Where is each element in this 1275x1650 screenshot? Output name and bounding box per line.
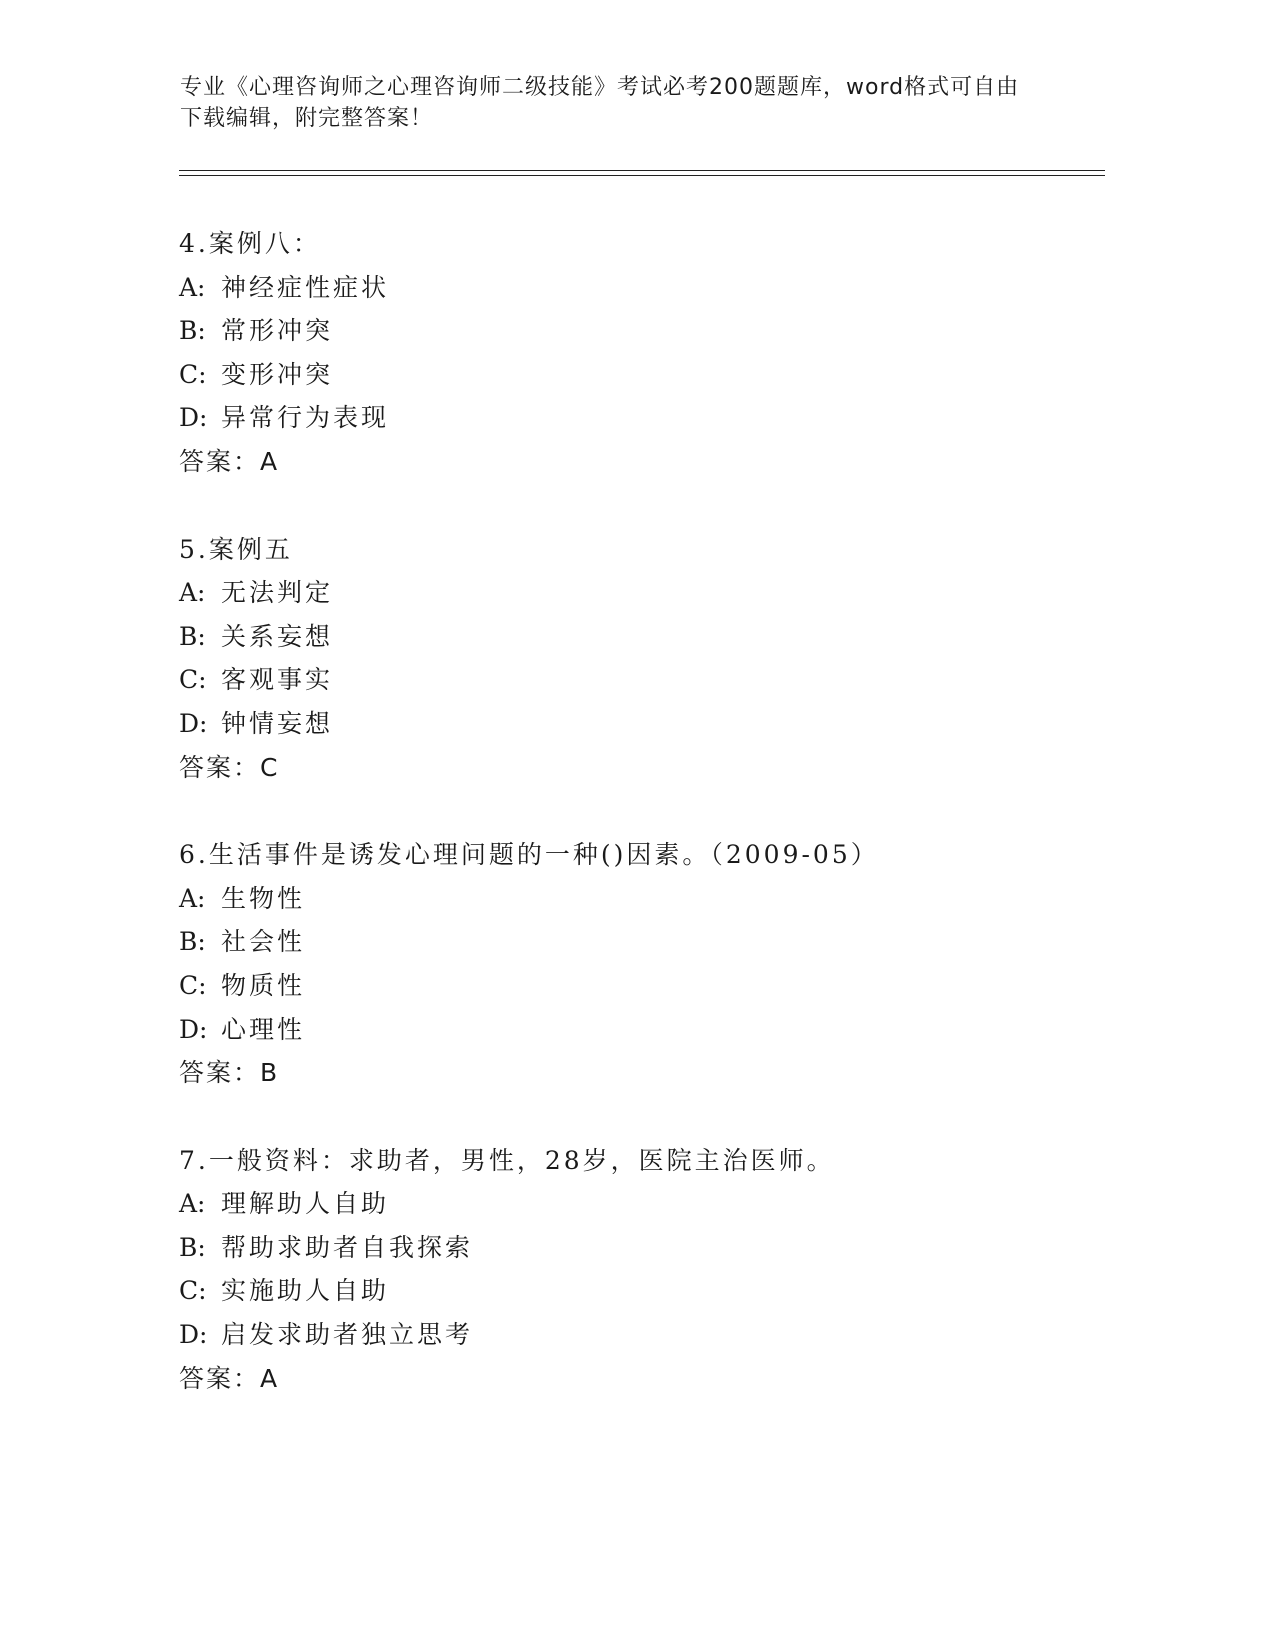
option-text: 钟情妄想 — [221, 708, 334, 738]
option-d — [179, 1313, 1099, 1357]
option-c — [179, 658, 1099, 702]
answer-line: 答案：B — [179, 1058, 280, 1088]
answer-line: 答案：A — [179, 446, 280, 476]
option-d — [179, 396, 1099, 440]
option-a — [179, 266, 1099, 310]
option-letter: D: — [179, 403, 208, 433]
option-a — [179, 877, 1099, 921]
question-7 — [179, 1139, 1099, 1401]
question-stem: 6.生活事件是诱发心理问题的一种()因素。（2009-05） — [179, 840, 879, 870]
option-letter: A: — [179, 1189, 206, 1219]
option-b — [179, 615, 1099, 659]
option-text: 关系妄想 — [221, 621, 334, 651]
document-header — [180, 72, 1040, 134]
option-d — [179, 1008, 1099, 1052]
option-text: 社会性 — [221, 927, 306, 957]
option-text: 异常行为表现 — [221, 403, 390, 433]
question-4 — [179, 222, 1099, 484]
option-c — [179, 964, 1099, 1008]
option-letter: B: — [179, 621, 206, 651]
option-letter: B: — [179, 316, 206, 346]
option-text: 生物性 — [221, 883, 306, 913]
option-text: 物质性 — [221, 970, 306, 1000]
question-6 — [179, 833, 1099, 1095]
question-5 — [179, 528, 1099, 790]
option-text: 变形冲突 — [221, 359, 334, 389]
answer-line: 答案：C — [179, 752, 280, 782]
option-letter: D: — [179, 1014, 208, 1044]
header-text: 专业《心理咨询师之心理咨询师二级技能》考试必考200题题库，word格式可自由下载编辑，附完整答案！ — [180, 75, 1020, 131]
option-letter: D: — [179, 708, 208, 738]
option-letter: C: — [179, 665, 207, 695]
option-text: 客观事实 — [221, 665, 334, 695]
option-b — [179, 309, 1099, 353]
option-letter: D: — [179, 1320, 208, 1350]
option-letter: C: — [179, 359, 207, 389]
question-stem: 4.案例八： — [179, 229, 321, 258]
option-c — [179, 353, 1099, 397]
header-rule-top — [179, 170, 1105, 171]
option-text: 常形冲突 — [221, 316, 334, 346]
question-list — [179, 222, 1099, 1444]
option-text: 理解助人自助 — [221, 1189, 390, 1219]
header-rule-bottom — [179, 175, 1105, 176]
option-text: 心理性 — [221, 1014, 306, 1044]
option-letter: C: — [179, 970, 207, 1000]
question-stem: 5.案例五 — [179, 534, 293, 564]
option-d — [179, 702, 1099, 746]
option-b — [179, 920, 1099, 964]
option-letter: A: — [179, 883, 206, 913]
option-text: 帮助求助者自我探索 — [221, 1232, 474, 1262]
option-letter: A: — [179, 272, 206, 302]
option-text: 启发求助者独立思考 — [221, 1320, 474, 1350]
option-letter: A: — [179, 578, 206, 608]
option-letter: B: — [179, 1232, 206, 1262]
option-text: 实施助人自助 — [221, 1276, 390, 1306]
question-stem: 7.一般资料：求助者，男性，28岁，医院主治医师。 — [179, 1145, 835, 1175]
option-text: 无法判定 — [221, 578, 334, 608]
option-letter: C: — [179, 1276, 207, 1306]
answer-line: 答案：A — [179, 1363, 280, 1393]
option-a — [179, 1182, 1099, 1226]
option-c — [179, 1269, 1099, 1313]
option-a — [179, 571, 1099, 615]
option-b — [179, 1226, 1099, 1270]
option-letter: B: — [179, 927, 206, 957]
option-text: 神经症性症状 — [221, 272, 390, 302]
